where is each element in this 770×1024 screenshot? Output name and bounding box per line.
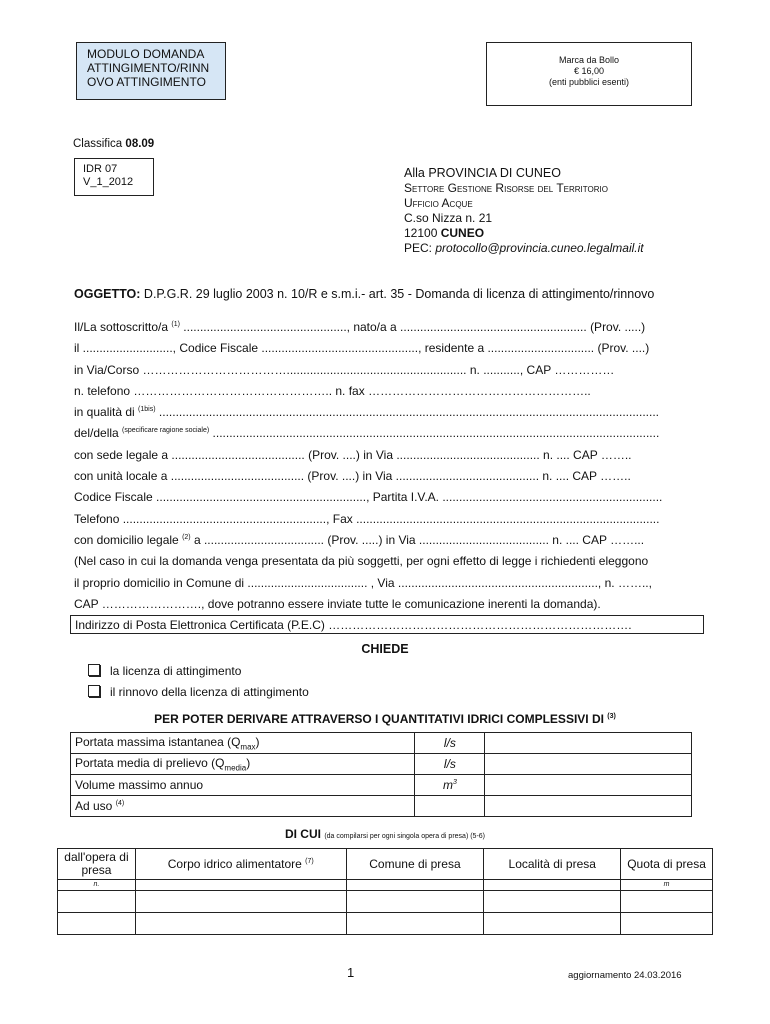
pec-address-field[interactable]: Indirizzo di Posta Elettronica Certificata (P.E.C) …………………………………………………………………. — [70, 615, 704, 634]
table-cell-input[interactable] — [58, 913, 136, 935]
option-rinnovo[interactable] — [88, 685, 309, 699]
address-line: Ufficio Acque — [404, 196, 473, 210]
row-value-input[interactable] — [485, 796, 692, 817]
table-cell-input[interactable] — [135, 891, 346, 913]
footnote-ref: (1) — [171, 321, 180, 328]
marca-da-bollo-box — [486, 42, 692, 106]
row-label: Portata media di prelievo $(Q_{media})$ — [71, 754, 415, 775]
table-row — [71, 796, 692, 817]
checkbox-icon[interactable] — [88, 685, 100, 697]
option-label: la licenza di attingimento — [110, 664, 242, 678]
address-pec — [404, 241, 644, 256]
city: CUNEO — [440, 226, 485, 240]
table-cell-input[interactable] — [484, 913, 621, 935]
table-row — [58, 913, 713, 935]
form-line-text: del/della — [74, 426, 123, 441]
oggetto-text: D.P.G.R. 29 luglio 2003 n. 10/R e s.m.i.- art. 35 - Domanda di licenza di attingimento/rinnovo — [140, 287, 655, 301]
form-line-text: ...................................................................................................................................................... — [155, 405, 659, 420]
footnote-ref: (2) — [182, 533, 191, 541]
form-line-text: il proprio domicilio in Comune di .................................... , Via ............................................................, n. …….., — [74, 575, 652, 590]
di-cui-heading — [0, 827, 770, 841]
form-title-line: OVO ATTINGIMENTO — [87, 75, 206, 89]
address-line: Alla PROVINCIA DI CUNEO — [404, 166, 561, 180]
form-title-line: ATTINGIMENTO/RINN — [87, 61, 210, 75]
unit-cell — [484, 880, 621, 891]
form-line-text: con unità locale a ........................................ (Prov. ....) in Via ........................................... n. .... CAP …….. — [74, 469, 631, 484]
bollo-line: Marca da Bollo — [558, 55, 620, 65]
form-line[interactable] — [74, 466, 704, 487]
row-value-input[interactable] — [485, 754, 692, 775]
table-cell-input[interactable] — [621, 891, 713, 913]
classifica-label: Classifica — [73, 138, 123, 150]
unit-cell — [346, 880, 484, 891]
form-line[interactable] — [74, 360, 704, 381]
form-line[interactable] — [74, 594, 704, 615]
column-header: Comune di presa — [346, 849, 484, 880]
table-row — [71, 733, 692, 754]
address-line: Settore Gestione Risorse del Territorio — [404, 181, 608, 195]
row-unit: l/s — [415, 733, 485, 754]
form-line-text: (Nel caso in cui la domanda venga presentata da più soggetti, per ogni effetto di legge i richiedenti eleggono — [74, 554, 649, 569]
row-unit: $m^3$ — [415, 775, 485, 796]
quantitativi-heading — [0, 712, 770, 726]
form-line-text: con domicilio legale — [74, 532, 183, 547]
opere-presa-table — [57, 848, 713, 935]
row-label: Volume massimo annuo — [71, 775, 415, 796]
classifica — [73, 138, 154, 150]
row-label: Ad uso $^{(4)}$ — [71, 796, 415, 817]
di-cui-note: (da compilarsi per ogni singola opera di presa) (5-6) — [324, 833, 486, 840]
unit-cell: m — [621, 880, 713, 891]
form-line-text: in Via/Corso ………………………………...................................................... n. ..........., CAP …………… — [74, 362, 615, 377]
table-cell-input[interactable] — [58, 891, 136, 913]
table-row — [71, 754, 692, 775]
table-cell-input[interactable] — [621, 913, 713, 935]
table-header-row — [58, 849, 713, 880]
bollo-line: (enti pubblici esenti) — [548, 77, 630, 87]
update-date: aggiornamento 24.03.2016 — [568, 970, 682, 981]
form-line[interactable] — [74, 573, 704, 594]
row-label: Portata massima istantanea $(Q_{max})$ — [71, 733, 415, 754]
form-line-text: ................................................., nato/a a ........................................................ (Prov. .....) — [179, 320, 646, 334]
bollo-line: € 16,00 — [573, 66, 605, 76]
form-line-text: ...................................................................................................................................... — [209, 426, 660, 441]
form-line-text: a .................................... (Prov. .....) in Via ....................................... n. .... CAP ……... — [190, 532, 645, 547]
table-cell-input[interactable] — [135, 913, 346, 935]
row-value-input[interactable] — [485, 733, 692, 754]
footnote-ref: (3) — [607, 713, 616, 720]
form-line[interactable] — [74, 402, 704, 423]
option-licenza[interactable] — [88, 664, 241, 678]
form-line-text: Telefono ............................................................., Fax ........................................................................................... — [74, 511, 660, 526]
form-line[interactable] — [74, 423, 704, 444]
form-title-line: MODULO DOMANDA — [87, 47, 205, 61]
table-cell-input[interactable] — [346, 913, 484, 935]
form-title-box — [76, 42, 226, 100]
footnote-ref: (1bis) — [138, 406, 156, 414]
form-line[interactable] — [74, 487, 704, 508]
oggetto-label: OGGETTO: — [74, 287, 141, 301]
form-line-text: in qualità di — [74, 405, 139, 420]
form-line-text: Il/La sottoscritto/a — [74, 320, 172, 334]
column-header: dall'opera di presa — [58, 849, 136, 880]
address-line: C.so Nizza n. 21 — [404, 211, 493, 225]
checkbox-icon[interactable] — [88, 664, 100, 676]
units-row — [58, 880, 713, 891]
pec-label: PEC: — [404, 241, 436, 255]
unit-cell — [135, 880, 346, 891]
applicant-data-section — [74, 317, 704, 615]
form-line-text: Codice Fiscale ..............................................................., Partita I.V.A. .................................................................. — [74, 490, 663, 505]
idr-line: V_1_2012 — [83, 176, 134, 188]
form-line-text: il ..........................., Codice Fiscale ..............................................., residente a ................................ (Prov. ....) — [74, 341, 650, 356]
di-cui-title: DI CUI — [284, 827, 325, 841]
form-line[interactable] — [74, 530, 704, 551]
table-row — [71, 775, 692, 796]
form-line[interactable] — [74, 317, 704, 338]
postal-code: 12100 — [404, 226, 441, 240]
classifica-value: 08.09 — [125, 138, 155, 150]
form-line[interactable] — [74, 445, 704, 466]
row-unit: l/s — [415, 754, 485, 775]
column-header: Quota di presa — [621, 849, 713, 880]
unit-cell: n. — [58, 880, 136, 891]
row-unit — [415, 796, 485, 817]
form-line[interactable] — [74, 381, 704, 402]
recipient-address — [404, 166, 644, 256]
idr-code-box — [74, 158, 154, 196]
quantitativi-table — [70, 732, 692, 817]
footnote-ref: (specificare ragione sociale) — [122, 427, 210, 435]
form-line[interactable] — [74, 338, 704, 359]
table-row — [58, 891, 713, 913]
page-number: 1 — [347, 965, 355, 980]
row-value-input[interactable] — [485, 775, 692, 796]
idr-line: IDR 07 — [83, 163, 118, 175]
table-cell-input[interactable] — [346, 891, 484, 913]
quantitativi-title: PER POTER DERIVARE ATTRAVERSO I QUANTITATIVI IDRICI COMPLESSIVI DI — [154, 712, 608, 726]
chiede-heading: CHIEDE — [361, 642, 409, 656]
form-line-text: CAP ……………………., dove potranno essere inviate tutte le comunicazione inerenti la domanda). — [74, 596, 601, 611]
form-line[interactable] — [74, 509, 704, 530]
form-line[interactable] — [74, 551, 704, 572]
pec-email[interactable]: protocollo@provincia.cuneo.legalmail.it — [435, 241, 644, 255]
address-line — [404, 226, 644, 241]
oggetto — [74, 287, 654, 301]
column-header: Località di presa — [484, 849, 621, 880]
form-line-text: n. telefono ………………………………………….. n. fax ……………………………………………….. — [74, 383, 591, 398]
form-line-text: con sede legale a ........................................ (Prov. ....) in Via ........................................... n. .... CAP …….. — [74, 447, 632, 462]
column-header: Corpo idrico alimentatore $^{(7)}$ — [135, 849, 346, 880]
option-label: il rinnovo della licenza di attingimento — [110, 685, 309, 699]
table-cell-input[interactable] — [484, 891, 621, 913]
